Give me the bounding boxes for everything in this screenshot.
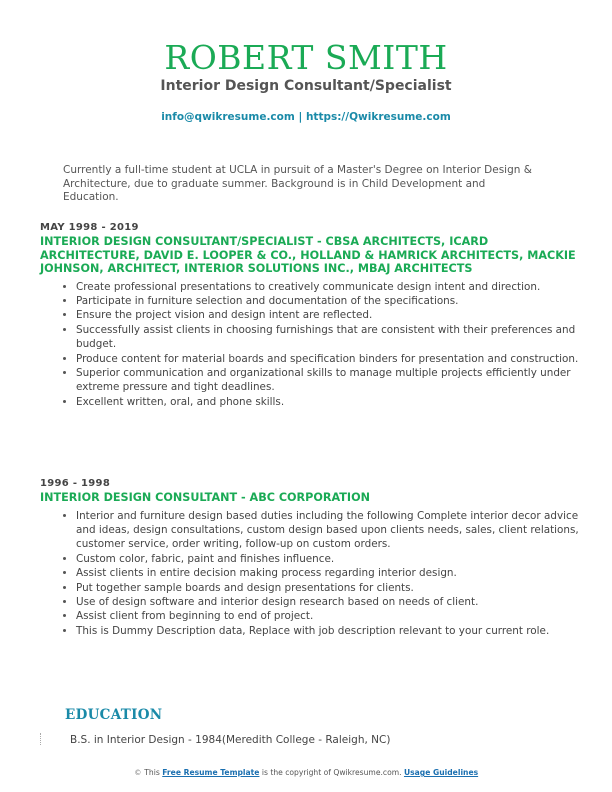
experience-dates: MAY 1998 - 2019 <box>40 222 139 233</box>
duty-list <box>40 509 580 639</box>
duty-item: • Create professional presentations to creatively communicate design intent and direction. <box>76 280 580 294</box>
summary-paragraph: Currently a full-time student at UCLA in pursuit of a Master's Degree on Interior Design & Architecture, due to graduate summer. Background is in Child Development and Education. <box>63 164 532 203</box>
duty-item: • Participate in furniture selection and documentation of the specifications. <box>76 294 580 308</box>
education-heading: EDUCATION <box>65 707 163 723</box>
duty-list <box>40 280 580 410</box>
education-entry: B.S. in Interior Design - 1984(Meredith College - Raleigh, NC) <box>70 734 391 746</box>
duty-item: • Custom color, fabric, paint and finishes influence. <box>76 552 580 566</box>
free-resume-template-link[interactable]: Free Resume Template <box>162 768 260 777</box>
duty-item: • Put together sample boards and design presentations for clients. <box>76 581 580 595</box>
experience-dates: 1996 - 1998 <box>40 478 111 489</box>
usage-guidelines-link[interactable]: Usage Guidelines <box>403 768 479 777</box>
duty-item: • This is Dummy Description data, Replace with job description relevant to your current role. <box>76 624 580 638</box>
education-divider <box>40 733 44 745</box>
duty-item: • Assist client from beginning to end of project. <box>76 609 580 623</box>
candidate-name: ROBERT SMITH <box>164 38 448 77</box>
duty-item: • Assist clients in entire decision making process regarding interior design. <box>76 566 580 580</box>
footer <box>0 768 612 777</box>
experience-role: INTERIOR DESIGN CONSULTANT/SPECIALIST - CBSA ARCHITECTS, ICARD ARCHITECTURE, DAVID E. LOOPER & CO., HOLLAND & HAMRICK ARCHITECTS, MACKIE JOHNSON, ARCHITECT, INTERIOR SOLUTIONS INC., MBAJ ARCHITECTS <box>40 235 576 275</box>
duty-item: • Superior communication and organizational skills to manage multiple projects efficiently under extreme pressure and tight deadlines. <box>76 366 580 395</box>
footer-copyright-text: is the copyright of Qwikresume.com. <box>261 768 402 777</box>
duty-item: • Interior and furniture design based duties including the following Complete interior decor advice and ideas, design consultations, custom design based upon clients needs, sales, client relations, customer service, order writing, follow-up on custom orders. <box>76 509 580 552</box>
contact-line[interactable]: info@qwikresume.com | https://Qwikresume.com <box>161 111 451 123</box>
duty-item: • Produce content for material boards and specification binders for presentation and construction. <box>76 352 580 366</box>
experience-entry <box>40 222 580 409</box>
experience-role: INTERIOR DESIGN CONSULTANT - ABC CORPORATION <box>40 491 370 504</box>
duty-item: • Successfully assist clients in choosing furnishings that are consistent with their preferences and budget. <box>76 323 580 352</box>
duty-item: • Use of design software and interior design research based on needs of client. <box>76 595 580 609</box>
copyright-icon: © <box>134 769 142 777</box>
duty-item: • Ensure the project vision and design intent are reflected. <box>76 308 580 322</box>
experience-entry <box>40 478 580 638</box>
footer-prefix: This <box>144 768 160 777</box>
duty-item: • Excellent written, oral, and phone skills. <box>76 395 580 409</box>
job-title: Interior Design Consultant/Specialist <box>160 78 452 94</box>
